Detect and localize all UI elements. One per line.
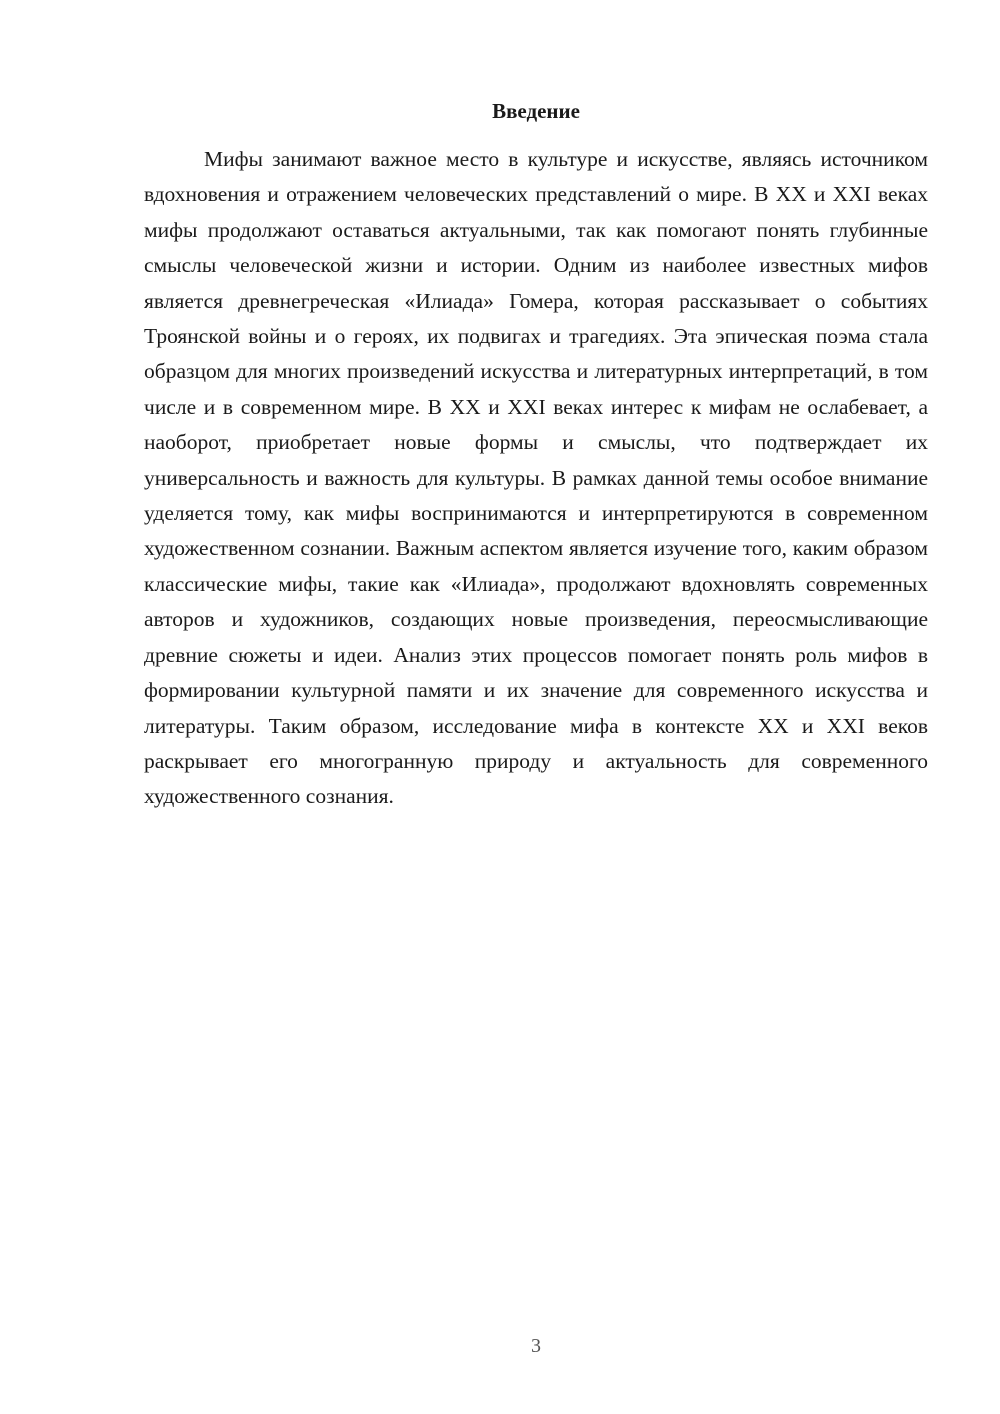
page-number: 3 bbox=[531, 1335, 541, 1357]
body-paragraph: Мифы занимают важное место в культуре и искусстве, являясь источником вдохновения и отражением человеческих представлений о мире. В XX и XXI веках мифы продолжают оставаться актуальными, так как помогают понять глубинные смыслы человеческой жизни и истории. Одним из наиболее известных мифов является древнегреческая «Илиада» Гомера, которая рассказывает о событиях Троянской войны и о героях, их подвигах и трагедиях. Эта эпическая поэма стала образцом для многих произведений искусства и литературных интерпретаций, в том числе и в современном мире. В XX и XXI веках интерес к мифам не ослабевает, а наоборот, приобретает новые формы и смыслы, что подтверждает их универсальность и важность для культуры. В рамках данной темы особое внимание уделяется тому, как мифы воспринимаются и интерпретируются в современном художественном сознании. Важным аспектом является изучение того, каким образом классические мифы, такие как «Илиада», продолжают вдохновлять современных авторов и художников, создающих новые произведения, переосмысливающие древние сюжеты и идеи. Анализ этих процессов помогает понять роль мифов в формировании культурной памяти и их значение для современного искусства и литературы. Таким образом, исследование мифа в контексте XX и XXI веков раскрывает его многогранную природу и актуальность для современного художественного сознания. bbox=[144, 147, 928, 809]
section-heading: Введение bbox=[492, 99, 580, 123]
